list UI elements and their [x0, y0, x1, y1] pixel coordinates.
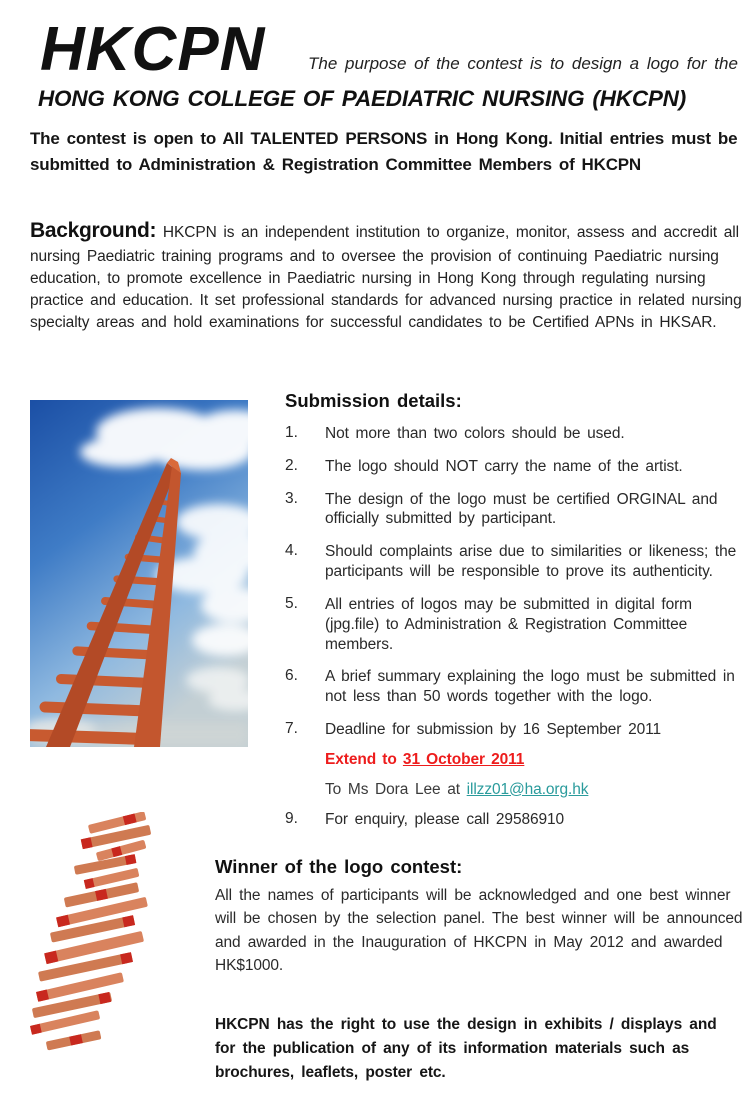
list-item	[285, 810, 747, 830]
item-number: 7.	[285, 720, 298, 738]
winner-text: All the names of participants will be acknowledged and one best winner will be chosen by the selection panel. The best winner will be announced and awarded in the Inauguration of HKCPN in May 2012 and awarded HK$1000.	[215, 887, 743, 974]
ladder-to-sky-photo	[30, 400, 248, 747]
extend-prefix: Extend to	[325, 750, 403, 768]
collapsed-ladder-image	[26, 812, 176, 1068]
deadline-extension-line	[285, 750, 747, 770]
item-text: For enquiry, please call 29586910	[325, 810, 565, 828]
contact-line	[285, 780, 747, 800]
item-number	[285, 780, 325, 800]
list-item	[285, 424, 747, 444]
background-text: HKCPN is an independent institution to organize, monitor, assess and accredit all nursing Paediatric training programs and to oversee the provision of continuing Paediatric nursing education, to promote excellence in Paediatric nursing in Hong Kong through regulating nursing practice and education. It set professional standards for advanced nursing practice in related nursing specialty areas and hold examinations for successful candidates to be Certified APNs in HKSAR.	[30, 223, 742, 331]
winner-heading: Winner of the logo contest:	[215, 856, 463, 877]
email-link[interactable]: illzz01@ha.org.hk	[466, 780, 589, 798]
list-item	[285, 667, 747, 707]
item-text: Deadline for submission by 16 September 2011	[325, 721, 662, 739]
item-text: All entries of logos may be submitted in digital form (jpg.file) to Administration & Registration Committee members.	[325, 595, 692, 653]
list-item	[285, 542, 747, 582]
ladder-to-sky-image	[30, 400, 248, 747]
background-paragraph	[30, 216, 744, 335]
contact-text	[325, 780, 747, 800]
contest-open-notice: The contest is open to All TALENTED PERSONS in Hong Kong. Initial entries must be submitted to Administration & Registration Committee Members of HKCPN	[30, 129, 738, 175]
submission-heading: Submission details:	[285, 390, 462, 411]
item-number: 4.	[285, 542, 298, 560]
item-number: 2.	[285, 456, 298, 474]
contact-prefix: To Ms Dora Lee at	[325, 780, 467, 798]
winner-section	[215, 856, 752, 1085]
item-text: A brief summary explaining the logo must be submitted in not less than 50 words together with the logo.	[325, 668, 735, 706]
item-text: The logo should NOT carry the name of the artist.	[325, 457, 683, 475]
contest-purpose-tagline: The purpose of the contest is to design a logo for the	[308, 54, 738, 73]
item-number: 6.	[285, 667, 298, 685]
list-item	[285, 490, 747, 530]
item-text: Should complaints arise due to similarities or likeness; the participants will be responsible to prove its authenticity.	[325, 543, 737, 581]
submission-details-section	[285, 390, 747, 842]
extend-date: 31 October 2011	[402, 750, 525, 768]
item-text: Not more than two colors should be used.	[325, 425, 625, 442]
item-number: 1.	[285, 424, 298, 441]
college-name-heading: HONG KONG COLLEGE OF PAEDIATRIC NURSING (HKCPN)	[38, 86, 687, 111]
item-number	[285, 750, 325, 770]
item-number: 5.	[285, 594, 298, 612]
list-item	[285, 595, 747, 654]
item-text: The design of the logo must be certified ORGINAL and officially submitted by participant.	[325, 490, 718, 528]
rights-text: HKCPN has the right to use the design in exhibits / displays and for the publication of any of its information materials such as brochures, leaflets, poster etc.	[215, 1016, 717, 1082]
list-item	[285, 457, 747, 477]
item-number: 9.	[285, 809, 298, 827]
list-item	[285, 720, 747, 740]
page-title: HKCPN	[40, 15, 266, 84]
item-number: 3.	[285, 489, 298, 507]
extend-notice	[325, 750, 747, 770]
collapsed-ladder-graphic	[26, 812, 176, 1068]
background-label: Background:	[30, 218, 157, 242]
